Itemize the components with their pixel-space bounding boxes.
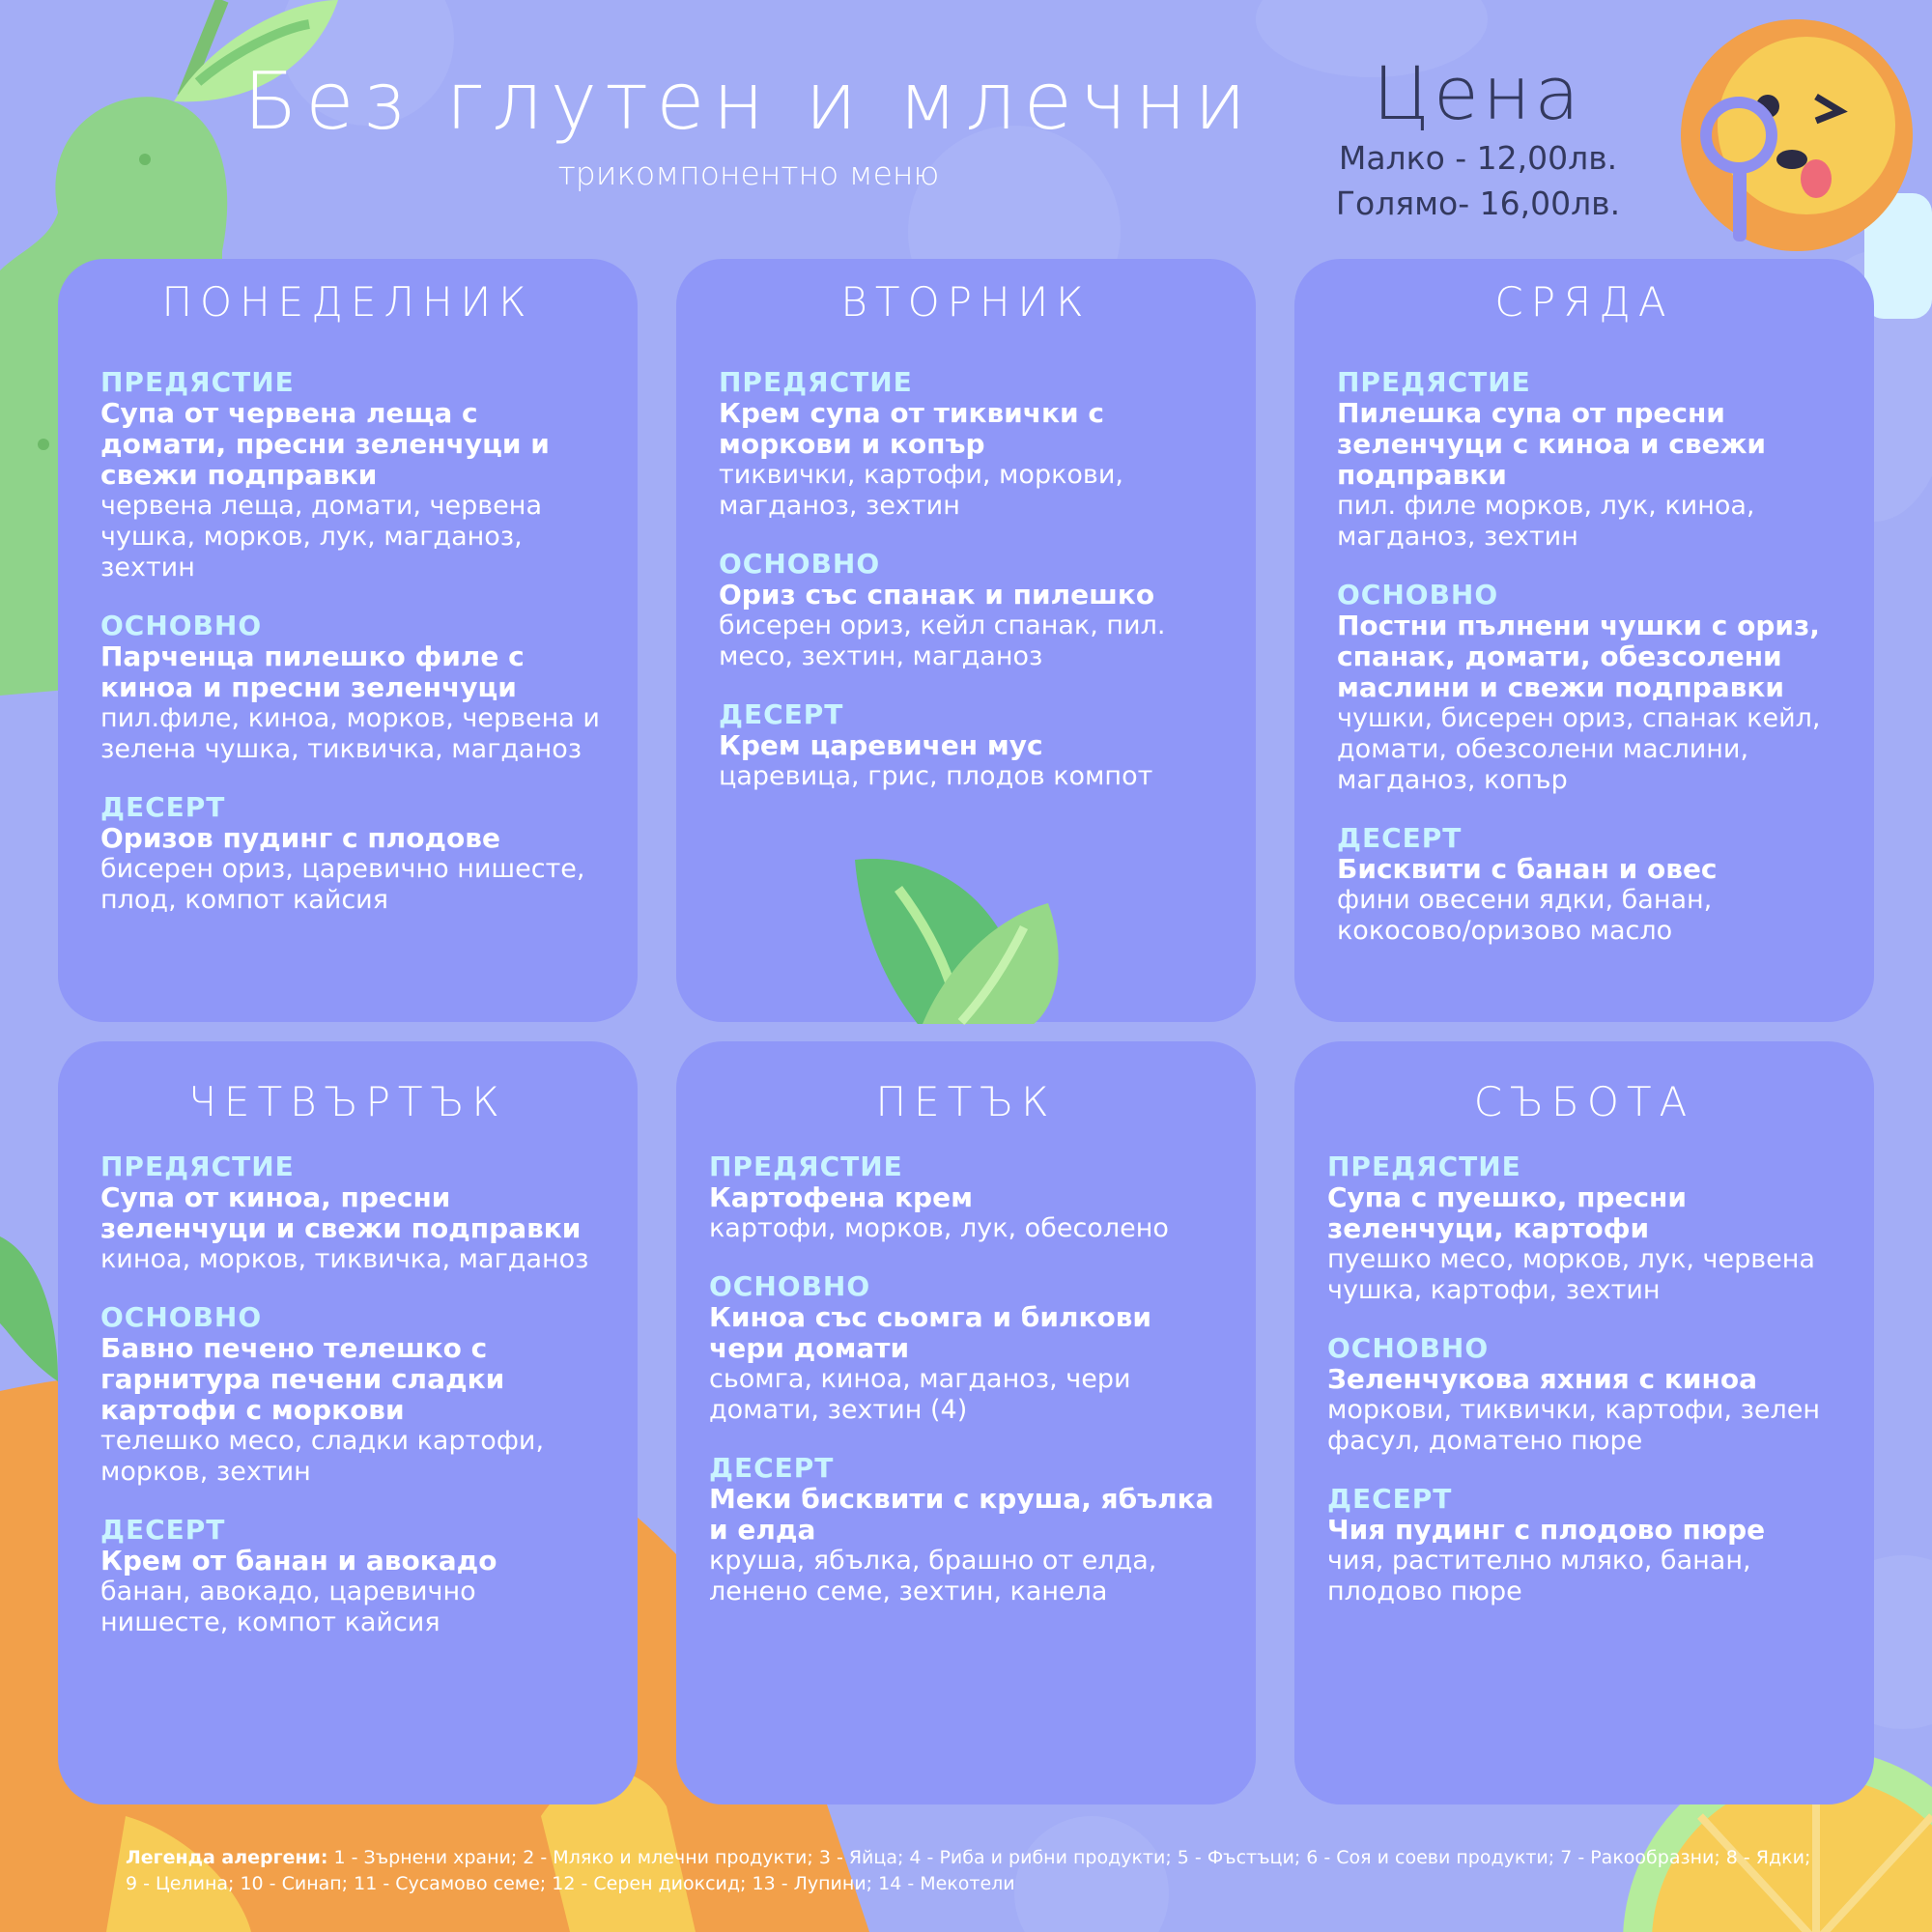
course-label: ДЕСЕРТ bbox=[100, 791, 226, 823]
dish-ingredients: телешко месо, сладки картофи, морков, зехтин bbox=[100, 1426, 545, 1487]
course-label: ПРЕДЯСТИЕ bbox=[100, 366, 295, 398]
course-dessert bbox=[1327, 1484, 1845, 1607]
course-label: ПРЕДЯСТИЕ bbox=[709, 1151, 903, 1182]
dish-name: Крем царевичен мус bbox=[719, 729, 1043, 761]
course-starter bbox=[719, 367, 1227, 522]
legend-label: Легенда алергени: bbox=[126, 1847, 328, 1868]
day-name: СЪБОТА bbox=[1473, 1078, 1695, 1125]
dish-ingredients: моркови, тиквички, картофи, зелен фасул, доматено пюре bbox=[1327, 1395, 1821, 1456]
dish-ingredients: банан, авокадо, царевично нишесте, компот кайсия bbox=[100, 1577, 476, 1637]
dish-ingredients: царевица, грис, плодов компот bbox=[719, 761, 1153, 791]
course-main bbox=[719, 549, 1227, 672]
dish-name: Постни пълнени чушки с ориз, спанак, домати, обезсолени маслини и свежи подправки bbox=[1337, 610, 1820, 703]
course-main bbox=[100, 611, 609, 765]
course-label: ОСНОВНО bbox=[100, 1301, 263, 1333]
dish-ingredients: киноа, морков, тиквичка, магданоз bbox=[100, 1244, 589, 1274]
dish-ingredients: пуешко месо, морков, лук, червена чушка, картофи, зехтин bbox=[1327, 1244, 1815, 1305]
course-starter bbox=[100, 367, 609, 583]
dish-name: Парченца пилешко филе с киноа и пресни зеленчуци bbox=[100, 640, 525, 703]
course-main bbox=[100, 1302, 609, 1488]
dish-ingredients: бисерен ориз, кейл спанак, пил. месо, зехтин, магданоз bbox=[719, 611, 1166, 671]
dish-name: Киноа със сьомга и билкови чери домати bbox=[709, 1301, 1152, 1364]
course-main bbox=[709, 1271, 1227, 1426]
dish-ingredients: пил.филе, киноа, морков, червена и зелена чушка, тиквичка, магданоз bbox=[100, 703, 600, 764]
dish-ingredients: чушки, бисерен ориз, спанак кейл, домати, обезсолени маслини, магданоз, копър bbox=[1337, 703, 1821, 795]
course-main bbox=[1337, 580, 1845, 796]
dish-name: Зеленчукова яхния с киноа bbox=[1327, 1363, 1757, 1395]
legend-text: 1 - Зърнени храни; 2 - Мляко и млечни продукти; 3 - Яйца; 4 - Риба и рибни продукти; 5 - Фъстъци; 6 - Соя и соеви продукти; 7 - Ракообразни; 8 - Ядки; 9 - Целина; 10 - Синап; 11 - Сусамово семе; 12 - Серен диоксид; 13 - Лупини; 14 - Мекотели bbox=[126, 1847, 1811, 1894]
leaf-icon bbox=[831, 840, 1063, 1024]
dish-name: Супа от червена леща с домати, пресни зеленчуци и свежи подправки bbox=[100, 397, 550, 491]
dish-name: Чия пудинг с плодово пюре bbox=[1327, 1514, 1766, 1546]
day-name: ПОНЕДЕЛНИК bbox=[161, 278, 534, 326]
course-label: ДЕСЕРТ bbox=[719, 698, 844, 730]
course-starter bbox=[1337, 367, 1845, 553]
price-large: Голямо- 16,00лв. bbox=[1335, 185, 1621, 222]
dish-ingredients: круша, ябълка, брашно от елда, ленено семе, зехтин, канела bbox=[709, 1546, 1157, 1606]
day-name: ЧЕТВЪРТЪК bbox=[188, 1078, 507, 1125]
dish-name: Пилешка супа от пресни зеленчуци с киноа и свежи подправки bbox=[1337, 397, 1767, 491]
day-card-wednesday bbox=[1294, 259, 1874, 1022]
dish-name: Супа от киноа, пресни зеленчуци и свежи подправки bbox=[100, 1181, 582, 1244]
course-dessert bbox=[100, 792, 609, 916]
dish-name: Крем от банан и авокадо bbox=[100, 1545, 497, 1577]
course-label: ПРЕДЯСТИЕ bbox=[1327, 1151, 1521, 1182]
course-label: ПРЕДЯСТИЕ bbox=[1337, 366, 1531, 398]
dish-ingredients: пил. филе морков, лук, киноа, магданоз, зехтин bbox=[1337, 491, 1755, 552]
dish-name: Бисквити с банан и овес bbox=[1337, 853, 1718, 885]
course-label: ОСНОВНО bbox=[719, 548, 881, 580]
day-card-thursday bbox=[58, 1041, 638, 1804]
course-dessert bbox=[100, 1515, 609, 1638]
course-starter bbox=[1327, 1151, 1845, 1306]
dish-name: Супа с пуешко, пресни зеленчуци, картофи bbox=[1327, 1181, 1688, 1244]
dish-ingredients: фини овесени ядки, банан, кокосово/оризово масло bbox=[1337, 885, 1713, 946]
course-label: ДЕСЕРТ bbox=[1327, 1483, 1453, 1515]
course-dessert bbox=[1337, 823, 1845, 947]
dish-ingredients: тиквички, картофи, моркови, магданоз, зехтин bbox=[719, 460, 1123, 521]
course-dessert bbox=[719, 699, 1227, 792]
dish-name: Ориз със спанак и пилешко bbox=[719, 579, 1155, 611]
dish-name: Картофена крем bbox=[709, 1181, 973, 1213]
dish-ingredients: картофи, морков, лук, обесолено bbox=[709, 1213, 1169, 1243]
dish-name: Бавно печено телешко с гарнитура печени сладки картофи с моркови bbox=[100, 1332, 505, 1426]
price-small: Малко - 12,00лв. bbox=[1338, 139, 1618, 177]
dish-ingredients: червена леща, домати, червена чушка, морков, лук, магданоз, зехтин bbox=[100, 491, 542, 582]
day-name: ВТОРНИК bbox=[840, 278, 1092, 326]
day-card-friday bbox=[676, 1041, 1256, 1804]
day-name: ПЕТЪК bbox=[875, 1078, 1057, 1125]
allergen-legend bbox=[126, 1845, 1826, 1897]
course-starter bbox=[100, 1151, 609, 1275]
course-label: ДЕСЕРТ bbox=[100, 1514, 226, 1546]
course-label: ОСНОВНО bbox=[100, 610, 263, 641]
course-starter bbox=[709, 1151, 1227, 1244]
course-label: ПРЕДЯСТИЕ bbox=[100, 1151, 295, 1182]
dish-name: Крем супа от тиквички с моркови и копър bbox=[719, 397, 1104, 460]
page-subtitle: трикомпонентно меню bbox=[557, 155, 940, 192]
day-name: СРЯДА bbox=[1494, 278, 1674, 326]
course-label: ПРЕДЯСТИЕ bbox=[719, 366, 913, 398]
dish-ingredients: чия, растително мляко, банан, плодово пюре bbox=[1327, 1546, 1751, 1606]
course-label: ОСНОВНО bbox=[1337, 579, 1499, 611]
course-label: ОСНОВНО bbox=[709, 1270, 871, 1302]
day-card-saturday bbox=[1294, 1041, 1874, 1804]
dish-name: Меки бисквити с круша, ябълка и елда bbox=[709, 1483, 1214, 1546]
dish-ingredients: сьомга, киноа, магданоз, чери домати, зехтин (4) bbox=[709, 1364, 1131, 1425]
dish-ingredients: бисерен ориз, царевично нишесте, плод, компот кайсия bbox=[100, 854, 585, 915]
day-card-monday bbox=[58, 259, 638, 1022]
course-dessert bbox=[709, 1453, 1227, 1607]
page-title: Без глутен и млечни bbox=[242, 56, 1255, 148]
course-main bbox=[1327, 1333, 1845, 1457]
dish-name: Оризов пудинг с плодове bbox=[100, 822, 500, 854]
course-label: ОСНОВНО bbox=[1327, 1332, 1490, 1364]
course-label: ДЕСЕРТ bbox=[1337, 822, 1463, 854]
price-title: Цена bbox=[1372, 50, 1584, 136]
course-label: ДЕСЕРТ bbox=[709, 1452, 835, 1484]
